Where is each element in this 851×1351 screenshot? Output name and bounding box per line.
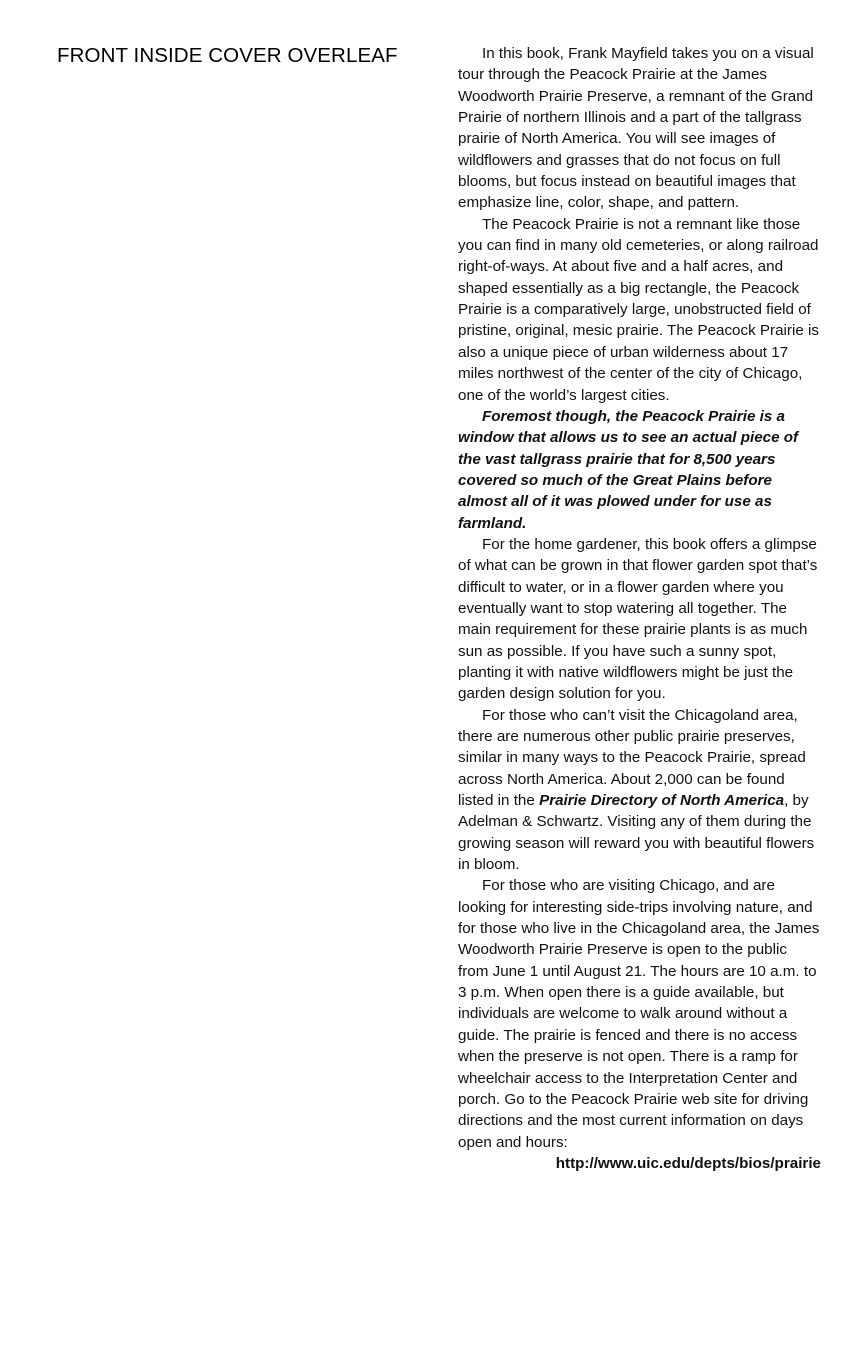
paragraph-5-text-after: , by Adelman & Schwartz. Visiting any of them during the growing season will reward you with beautiful flowers in bloom. <box>458 792 815 874</box>
paragraph-6: For those who are visiting Chicago, and are looking for interesting side-trips involving nature, and for those who live in the Chicagoland area, the James Woodworth Prairie Preserve is open to the public from June 1 until August 21. The hours are 10 a.m. to 3 p.m. When open there is a guide available, but individuals are welcome to walk around without a guide. The prairie is fenced and there is no access when the preserve is not open. There is a ramp for wheelchair access to the Interpretation Center and porch. Go to the Peacock Prairie web site for driving directions and the most current information on days open and hours: <box>458 877 820 1151</box>
left-column <box>57 44 407 68</box>
paragraph-3-emphasis: Foremost though, the Peacock Prairie is a window that allows us to see an actual piece of the vast tallgrass prairie that for 8,500 years covered so much of the Great Plains before almost all of it was plowed under for use as farmland. <box>458 407 799 532</box>
paragraph-5-text-before: For those who can’t visit the Chicagoland area, there are numerous other public prairie preserves, similar in many ways to the Peacock Prairie, spread across North America. About 2,000 can be found listed in the <box>458 706 806 810</box>
paragraph-2: The Peacock Prairie is not a remnant like those you can find in many old cemeteries, or along railroad right-of-ways. At about five and a half acres, and shaped essentially as a big rectangle, the Peacock Prairie is a comparatively large, unobstructed field of pristine, original, mesic prairie. The Peacock Prairie is also a unique piece of urban wilderness about 17 miles northwest of the center of the city of Chicago, one of the world’s largest cities. <box>458 215 819 404</box>
page-title: FRONT INSIDE COVER OVERLEAF <box>57 44 398 67</box>
paragraph-5 <box>458 705 821 876</box>
paragraph-1: In this book, Frank Mayfield takes you on a visual tour through the Peacock Prairie at the James Woodworth Prairie Preserve, a remnant of the Grand Prairie of northern Illinois and a part of the tallgrass prairie of North America. You will see images of wildflowers and grasses that do not focus on full blooms, but focus instead on beautiful images that emphasize line, color, shape, and pattern. <box>458 45 814 212</box>
paragraph-4: For the home gardener, this book offers a glimpse of what can be grown in that flower garden spot that’s difficult to water, or in a flower garden where you eventually want to stop watering all together. The main requirement for these prairie plants is as much sun as possible. If you have such a sunny spot, planting it with native wildflowers might be just the garden design solution for you. <box>458 535 818 703</box>
body-text-column <box>458 43 821 1174</box>
prairie-website-url[interactable]: http://www.uic.edu/depts/bios/prairie <box>555 1154 821 1172</box>
book-title-emphasis: Prairie Directory of North America <box>539 792 785 810</box>
